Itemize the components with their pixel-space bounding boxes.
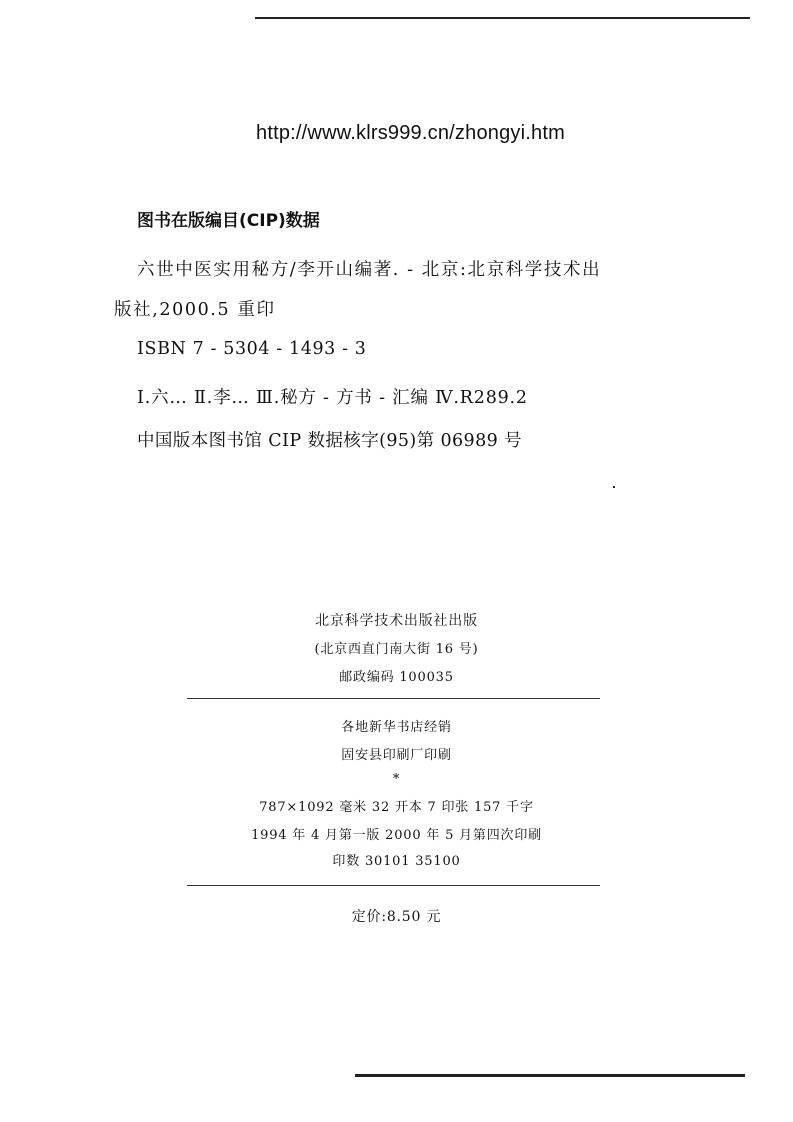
stray-dot <box>613 486 615 488</box>
format-line: 787×1092 毫米 32 开本 7 印张 157 千字 <box>259 800 534 815</box>
separator-star: * <box>392 772 401 787</box>
distributor-line: 各地新华书店经销 <box>341 720 452 735</box>
scan-artifact-bottom <box>355 1074 745 1077</box>
cip-line-1: 六世中医实用秘方/李开山编著. - 北京:北京科学技术出 <box>137 260 602 280</box>
cip-line-cip-number: 中国版本图书馆 CIP 数据核字(95)第 06989 号 <box>137 431 523 451</box>
cip-title: 图书在版编目(CIP)数据 <box>137 211 320 231</box>
print-run-line: 印数 30101 35100 <box>332 854 461 869</box>
scan-artifact-top <box>255 17 750 19</box>
divider-bottom <box>187 885 600 886</box>
price-line: 定价:8.50 元 <box>351 909 442 925</box>
publisher-line: 北京科学技术出版社出版 <box>315 613 478 629</box>
publisher-address: (北京西直门南大街 16 号) <box>314 642 479 657</box>
divider-top <box>187 698 600 699</box>
cip-line-2: 版社,2000.5 重印 <box>114 300 276 320</box>
cip-line-isbn: ISBN 7 - 5304 - 1493 - 3 <box>137 339 367 359</box>
cip-line-classification: Ⅰ.六… Ⅱ.李… Ⅲ.秘方 - 方书 - 汇编 Ⅳ.R289.2 <box>137 388 528 408</box>
printer-line: 固安县印刷厂印刷 <box>341 748 452 763</box>
source-url: http://www.klrs999.cn/zhongyi.htm <box>256 122 565 144</box>
edition-line: 1994 年 4 月第一版 2000 年 5 月第四次印刷 <box>251 828 542 843</box>
postal-code: 邮政编码 100035 <box>339 670 454 685</box>
